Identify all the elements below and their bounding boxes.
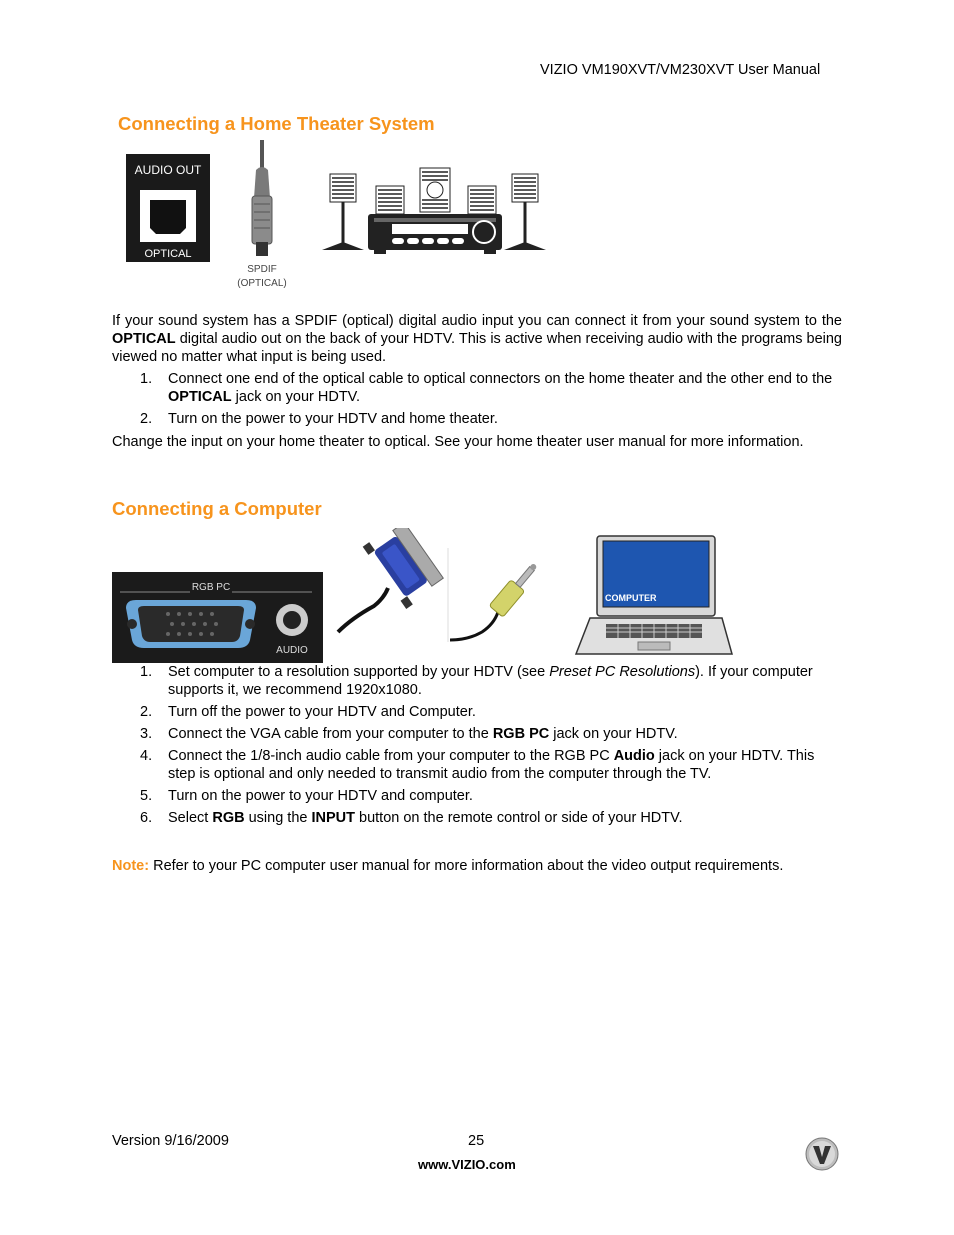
text-run: Set computer to a resolution supported by your HDTV (see [168, 664, 550, 680]
text-run: jack on your HDTV. [549, 726, 678, 742]
laptop-icon [576, 536, 732, 654]
list-item-number: 4. [140, 748, 153, 764]
note-label: Note: [112, 858, 150, 874]
spdif-sub-label: (OPTICAL) [237, 278, 287, 289]
list-item [112, 370, 842, 406]
home-theater-figure [112, 138, 562, 293]
text-run: Turn off the power to your HDTV and Computer. [168, 704, 476, 720]
home-theater-system-icon [322, 168, 546, 254]
home-theater-outro: Change the input on your home theater to optical. See your home theater user manual for more information. [112, 434, 804, 450]
list-item-number: 6. [140, 810, 153, 826]
text-run: OPTICAL [112, 331, 176, 347]
list-item-number: 1. [140, 371, 153, 387]
list-item [112, 663, 842, 699]
text-run: If your sound system has a SPDIF (optical) digital audio input you can connect it from your sound system to the [112, 313, 842, 329]
home-theater-steps [112, 370, 842, 432]
computer-steps [112, 663, 842, 831]
spdif-label: SPDIF [247, 264, 277, 275]
text-run: Preset PC Resolutions [549, 664, 696, 680]
computer-connection-diagram [112, 528, 737, 664]
text-run: digital audio out on the back of your HDTV. This is active when receiving audio with the programs being viewed no matter what input is being used. [112, 331, 842, 365]
text-run: button on the remote control or side of your HDTV. [355, 810, 683, 826]
text-run: Connect the VGA cable from your computer to the [168, 726, 493, 742]
manual-title: VIZIO VM190XVT/VM230XVT User Manual [540, 62, 821, 78]
computer-label: COMPUTER [605, 593, 657, 603]
version-text: Version 9/16/2009 [112, 1133, 229, 1149]
home-theater-intro [112, 312, 842, 366]
text-run: using the [244, 810, 312, 826]
list-item [112, 725, 842, 743]
page-number: 25 [468, 1133, 485, 1149]
text-run: jack on your HDTV. [231, 389, 361, 405]
text-run: RGB [212, 810, 245, 826]
home-theater-diagram [112, 138, 562, 293]
text-run: INPUT [311, 810, 355, 826]
list-item-number: 1. [140, 664, 153, 680]
text-run: Turn on the power to your HDTV and home theater. [168, 411, 498, 427]
list-item [112, 410, 842, 428]
text-run: Connect the 1/8-inch audio cable from your computer to the RGB PC [168, 748, 614, 764]
list-item-number: 2. [140, 704, 153, 720]
list-item [112, 747, 842, 783]
rgb-pc-label: RGB PC [191, 582, 231, 593]
text-run: Connect one end of the optical cable to optical connectors on the home theater and the other end to the [168, 371, 833, 387]
note-text: Refer to your PC computer user manual for more information about the video output requirements. [149, 858, 784, 874]
section-heading-computer: Connecting a Computer [112, 498, 322, 519]
audio-jack-label: AUDIO [276, 645, 308, 656]
list-item-number: 5. [140, 788, 153, 804]
website-url: www.VIZIO.com [418, 1157, 516, 1172]
text-run: Turn on the power to your HDTV and computer. [168, 788, 473, 804]
list-item-number: 2. [140, 411, 153, 427]
audio-cable-icon [448, 548, 542, 642]
list-item [112, 787, 842, 805]
computer-figure [112, 528, 737, 664]
list-item [112, 703, 842, 721]
section-heading-home-theater: Connecting a Home Theater System [118, 113, 435, 134]
text-run: OPTICAL [168, 389, 232, 405]
note [112, 857, 842, 875]
vizio-logo-icon [805, 1137, 839, 1176]
spdif-cable [237, 140, 286, 289]
text-run: ). If your computer supports it, we recommend 1920x1080. [168, 664, 813, 698]
audio-out-panel [126, 154, 210, 262]
text-run: Select [168, 810, 213, 826]
text-run: jack on your HDTV. This step is optional and only needed to transmit audio from the computer through the TV. [168, 748, 815, 782]
list-item [112, 809, 842, 827]
text-run: Audio [613, 748, 655, 764]
text-run: RGB PC [492, 726, 550, 742]
rgb-pc-panel [112, 572, 323, 663]
vga-cable-icon [338, 528, 446, 632]
list-item-number: 3. [140, 726, 153, 742]
optical-label: OPTICAL [144, 248, 192, 260]
audio-out-label: AUDIO OUT [134, 163, 202, 177]
